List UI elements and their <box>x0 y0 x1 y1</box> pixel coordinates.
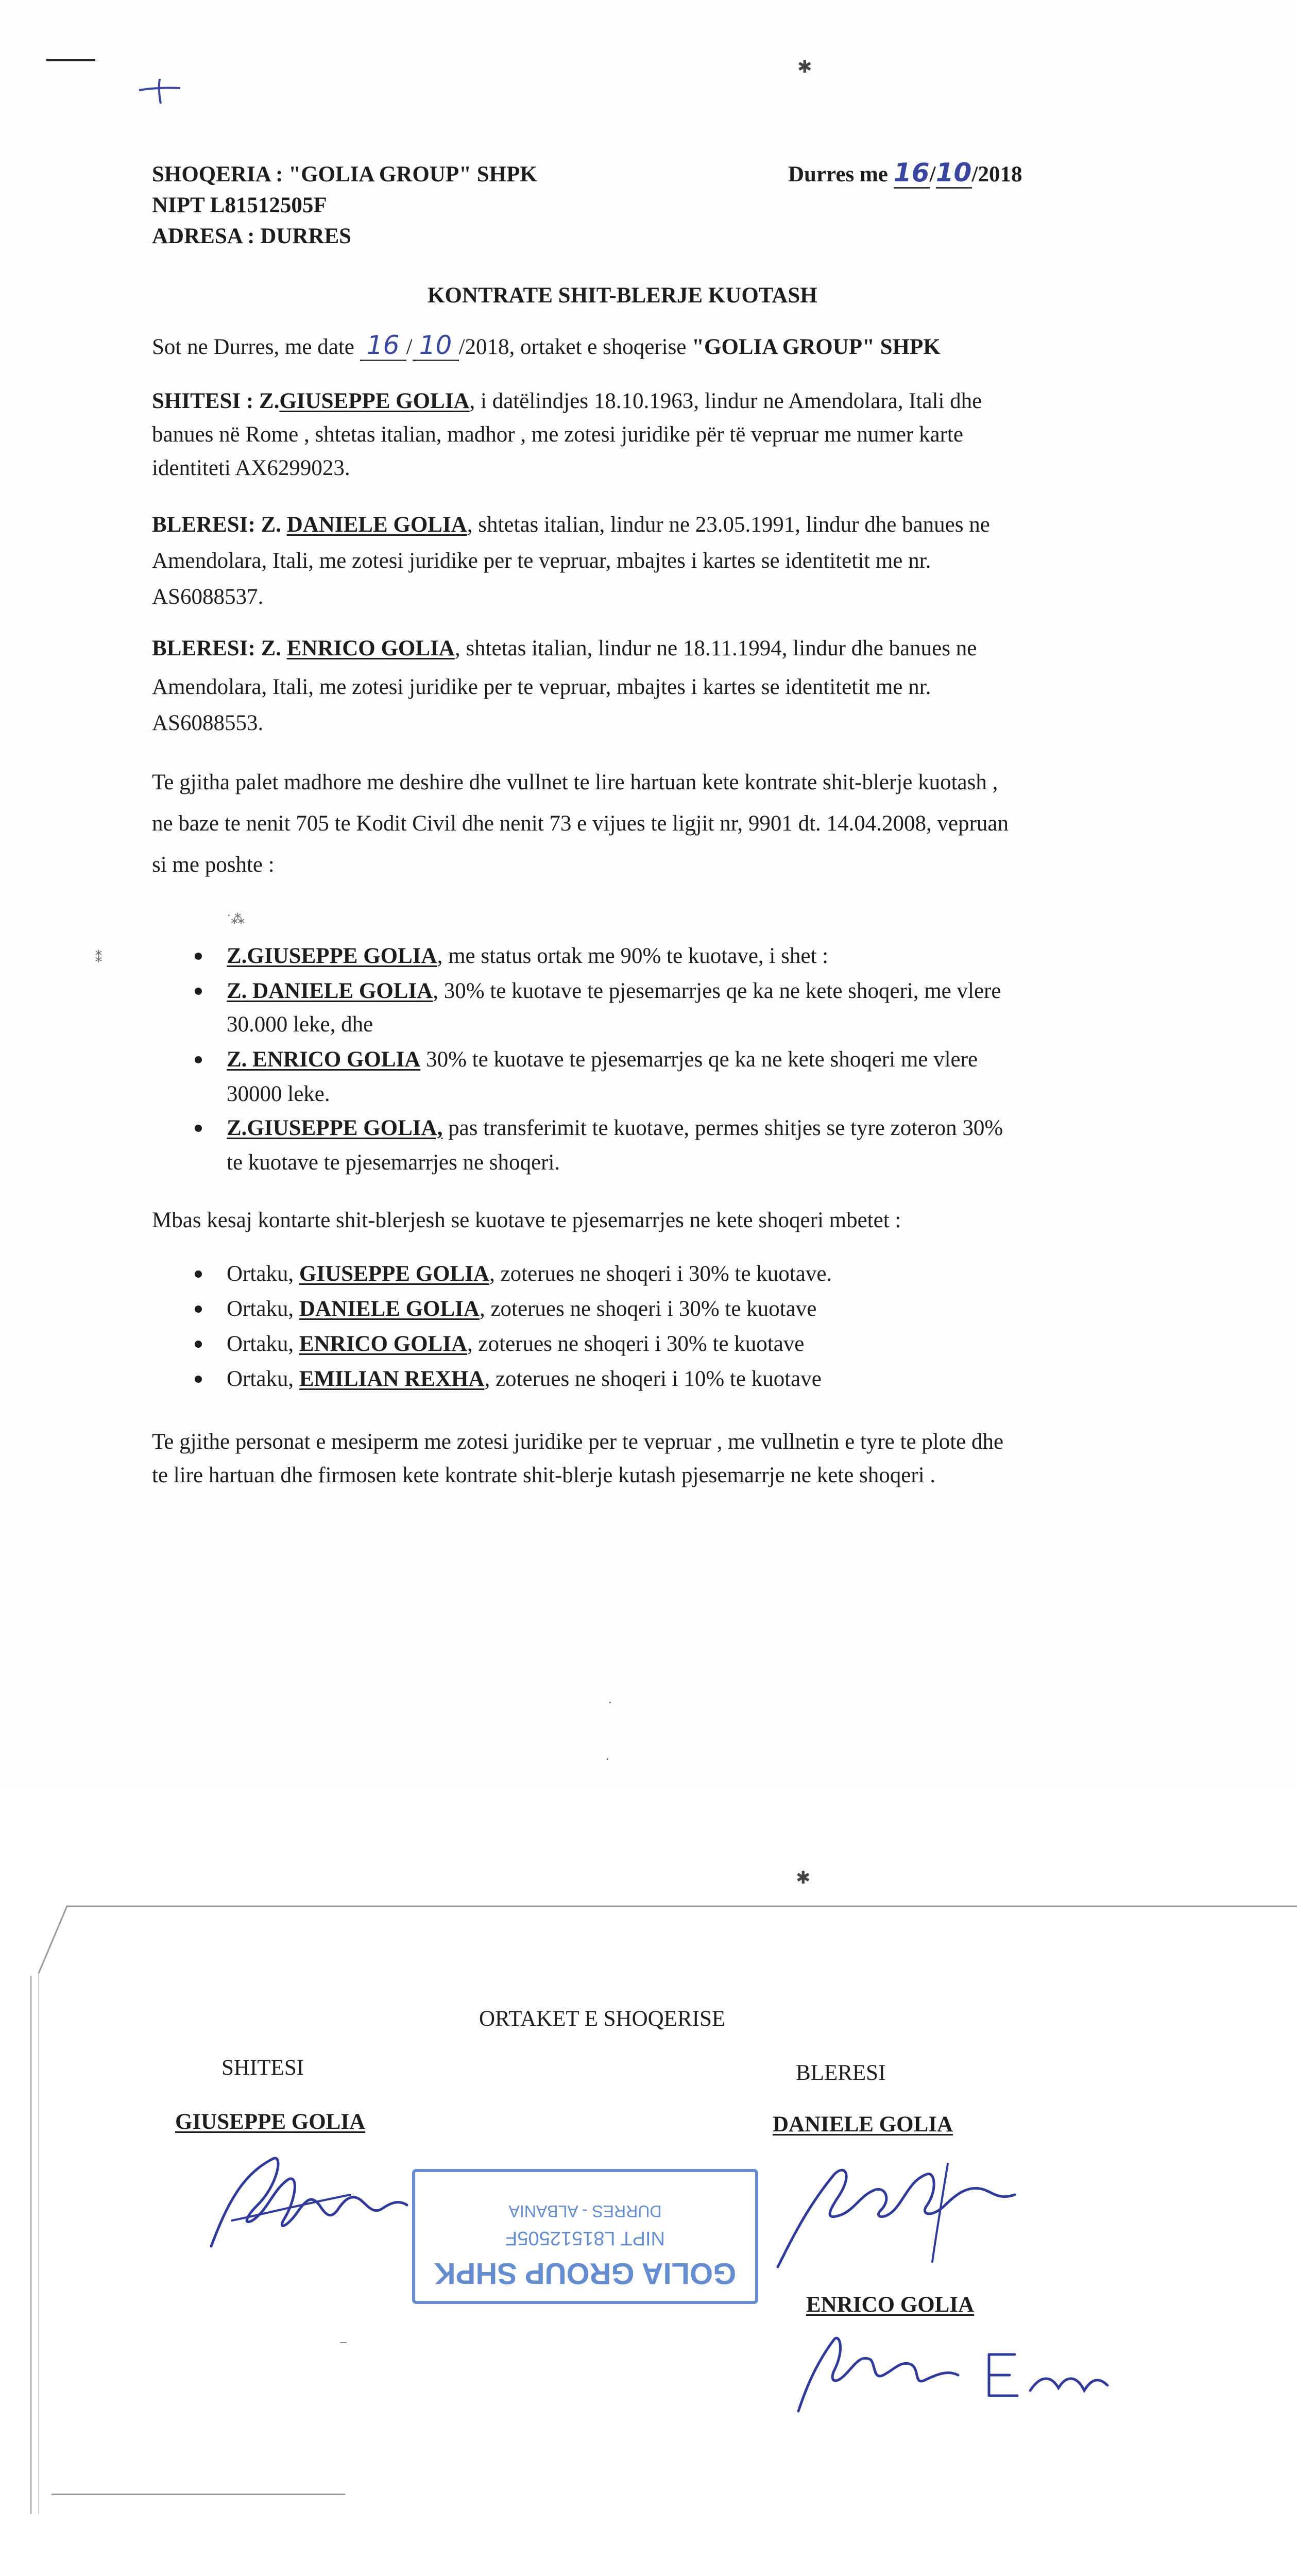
transfer-name: Z.GIUSEPPE GOLIA, <box>227 1116 443 1140</box>
closing-line-1: Te gjithe personat e mesiperm me zotesi juridike per te vepruar , me vullnetin e tyre te plote dhe <box>152 1430 1004 1454</box>
transfer-item-1 <box>227 939 828 974</box>
buyer2-line1-text: , shtetas italian, lindur ne 18.11.1994, lindur dhe banues ne <box>454 636 977 660</box>
buyer2-line-2: Amendolara, Itali, me zotesi juridike per te vepruar, mbajtes i kartes se identitetit me nr. <box>152 675 931 699</box>
holder-text: , zoterues ne shoqeri i 30% te kuotave. <box>489 1262 832 1286</box>
seller-line1-text: , i datëlindjes 18.10.1963, lindur ne Amendolara, Itali dhe <box>469 389 982 413</box>
holder-prefix: Ortaku, <box>227 1332 299 1356</box>
buyer1-sep: : Z. <box>248 513 287 537</box>
seller-line-1 <box>152 384 982 419</box>
date-prefix: Durres me <box>788 162 888 187</box>
seller-sep: : Z. <box>241 389 280 413</box>
nipt-label: NIPT L81512505F <box>152 193 327 217</box>
buyer1-name: DANIELE GOLIA <box>286 513 467 537</box>
remaining-holders-label: Mbas kesaj kontarte shit-blerjesh se kuotave te pjesemarrjes ne kete shoqeri mbetet : <box>152 1208 901 1232</box>
seller-sign-label: SHITESI <box>221 2056 304 2080</box>
holder-item-4 <box>227 1362 822 1397</box>
contract-page-2 <box>0 1793 1297 2576</box>
list-bullet <box>195 988 202 995</box>
scan-speck: ˙⁂ <box>227 912 245 927</box>
date-month-handwritten: 10 <box>935 158 972 188</box>
list-bullet <box>195 1056 202 1063</box>
transfer-item-4 <box>227 1111 1003 1146</box>
list-bullet <box>195 953 202 960</box>
list-bullet <box>195 1270 202 1278</box>
buyer-sign-label: BLERESI <box>796 2061 886 2085</box>
list-bullet <box>195 1376 202 1383</box>
transfer-text: pas transferimit te kuotave, permes shitjes se tyre zoteron 30% <box>442 1116 1003 1140</box>
holder-prefix: Ortaku, <box>227 1262 299 1286</box>
holder-name: ENRICO GOLIA <box>299 1332 468 1356</box>
seller-sign-name: GIUSEPPE GOLIA <box>175 2110 366 2134</box>
date-day-handwritten: 16 <box>893 158 930 188</box>
transfer-text: , me status ortak me 90% te kuotave, i shet : <box>437 944 829 968</box>
transfer-text: , 30% te kuotave te pjesemarrjes qe ka ne kete shoqeri, me vlere <box>433 979 1001 1003</box>
company-label: SHOQERIA : "GOLIA GROUP" SHPK <box>152 162 537 187</box>
date-year: /2018 <box>971 162 1022 187</box>
intro-suffix: /2018, ortaket e shoqerise <box>458 335 687 359</box>
transfer-item-3-cont: 30000 leke. <box>227 1082 330 1106</box>
handwritten-plus-mark <box>136 75 183 106</box>
buyer2-sep: : Z. <box>248 636 287 660</box>
intro-day-handwritten: 16 <box>360 331 406 361</box>
star-speck: ✱ <box>797 58 812 77</box>
transfer-name: Z.GIUSEPPE GOLIA <box>227 944 437 968</box>
transfer-item-2-cont: 30.000 leke, dhe <box>227 1012 373 1037</box>
closing-line-2: te lire hartuan dhe firmosen kete kontrate shit-blerje kutash pjesemarrje ne kete shoqeri . <box>152 1463 936 1487</box>
stamp-line-1: GOLIA GROUP SHPK <box>434 2257 737 2290</box>
buyer1-line-3: AS6088537. <box>152 585 264 609</box>
seller-signature <box>196 2143 412 2262</box>
scan-line <box>52 2494 345 2495</box>
agreement-line-2: ne baze te nenit 705 te Kodit Civil dhe nenit 73 e vijues te ligjit nr, 9901 dt. 14.04.2008, vepruan <box>152 811 1009 836</box>
scan-speck: ⁑ <box>95 951 102 965</box>
holder-prefix: Ortaku, <box>227 1367 299 1391</box>
holder-name: GIUSEPPE GOLIA <box>299 1262 490 1286</box>
stamp-line-3: DURRES - ALBANIA <box>508 2202 662 2221</box>
buyer1-line-2: Amendolara, Itali, me zotesi juridike per te vepruar, mbajtes i kartes se identitetit me nr. <box>152 549 931 573</box>
company-stamp <box>412 2169 758 2304</box>
list-bullet <box>195 1341 202 1348</box>
header-date: Durres me 16/10/2018 <box>788 158 1022 188</box>
scan-speck: · <box>608 1695 612 1710</box>
buyer1-signature <box>757 2143 1046 2277</box>
buyer2-name: ENRICO GOLIA <box>286 636 455 660</box>
seller-label: SHITESI <box>152 389 241 413</box>
intro-line: Sot ne Durres, me date 16 / 10 /2018, ortaket e shoqerise "GOLIA GROUP" SHPK <box>152 330 941 360</box>
scan-speck: – <box>340 2334 347 2349</box>
partners-heading: ORTAKET E SHOQERISE <box>479 2007 726 2031</box>
buyer2-line-1 <box>152 631 977 666</box>
holder-text: , zoterues ne shoqeri i 10% te kuotave <box>484 1367 822 1391</box>
document-title: KONTRATE SHIT-BLERJE KUOTASH <box>428 283 817 308</box>
holder-text: , zoterues ne shoqeri i 30% te kuotave <box>479 1297 817 1321</box>
holder-text: , zoterues ne shoqeri i 30% te kuotave <box>467 1332 805 1356</box>
list-bullet <box>195 1306 202 1313</box>
buyer2-signature <box>783 2318 1113 2421</box>
seller-name: GIUSEPPE GOLIA <box>279 389 470 413</box>
holder-name: EMILIAN REXHA <box>299 1367 485 1391</box>
buyer1-label: BLERESI <box>152 513 248 537</box>
intro-month-handwritten: 10 <box>413 331 459 361</box>
holder-name: DANIELE GOLIA <box>299 1297 480 1321</box>
agreement-line-1: Te gjitha palet madhore me deshire dhe vullnet te lire hartuan kete kontrate shit-blerje kuotash , <box>152 770 998 794</box>
holder-item-3 <box>227 1327 804 1362</box>
scan-speck: · <box>605 1752 610 1767</box>
list-bullet <box>195 1125 202 1132</box>
holder-item-1 <box>227 1257 832 1292</box>
address-label: ADRESA : DURRES <box>152 224 352 248</box>
buyer2-label: BLERESI <box>152 636 248 660</box>
transfer-name: Z. ENRICO GOLIA <box>227 1047 421 1072</box>
buyer2-sign-name: ENRICO GOLIA <box>806 2293 975 2317</box>
star-speck: ✱ <box>796 1869 811 1888</box>
buyer1-line1-text: , shtetas italian, lindur ne 23.05.1991, lindur dhe banues ne <box>467 513 990 537</box>
stamp-line-2: NIPT L81512505F <box>505 2227 665 2249</box>
holder-item-2 <box>227 1292 816 1327</box>
transfer-item-3 <box>227 1042 978 1077</box>
transfer-text: 30% te kuotave te pjesemarrjes qe ka ne kete shoqeri me vlere <box>420 1047 978 1072</box>
seller-line-3: identiteti AX6299023. <box>152 456 350 480</box>
buyer1-line-1 <box>152 507 990 543</box>
holder-prefix: Ortaku, <box>227 1297 299 1321</box>
seller-line-2: banues në Rome , shtetas italian, madhor , me zotesi juridike për të vepruar me numer karte <box>152 422 963 447</box>
intro-company: "GOLIA GROUP" SHPK <box>692 335 941 359</box>
agreement-line-3: si me poshte : <box>152 853 275 877</box>
transfer-name: Z. DANIELE GOLIA <box>227 979 433 1003</box>
transfer-item-2 <box>227 974 1001 1009</box>
buyer1-sign-name: DANIELE GOLIA <box>773 2112 953 2137</box>
intro-prefix: Sot ne Durres, me date <box>152 335 354 359</box>
margin-dash <box>46 59 95 61</box>
transfer-item-4-cont: te kuotave te pjesemarrjes ne shoqeri. <box>227 1150 560 1175</box>
buyer2-line-3: AS6088553. <box>152 711 264 735</box>
